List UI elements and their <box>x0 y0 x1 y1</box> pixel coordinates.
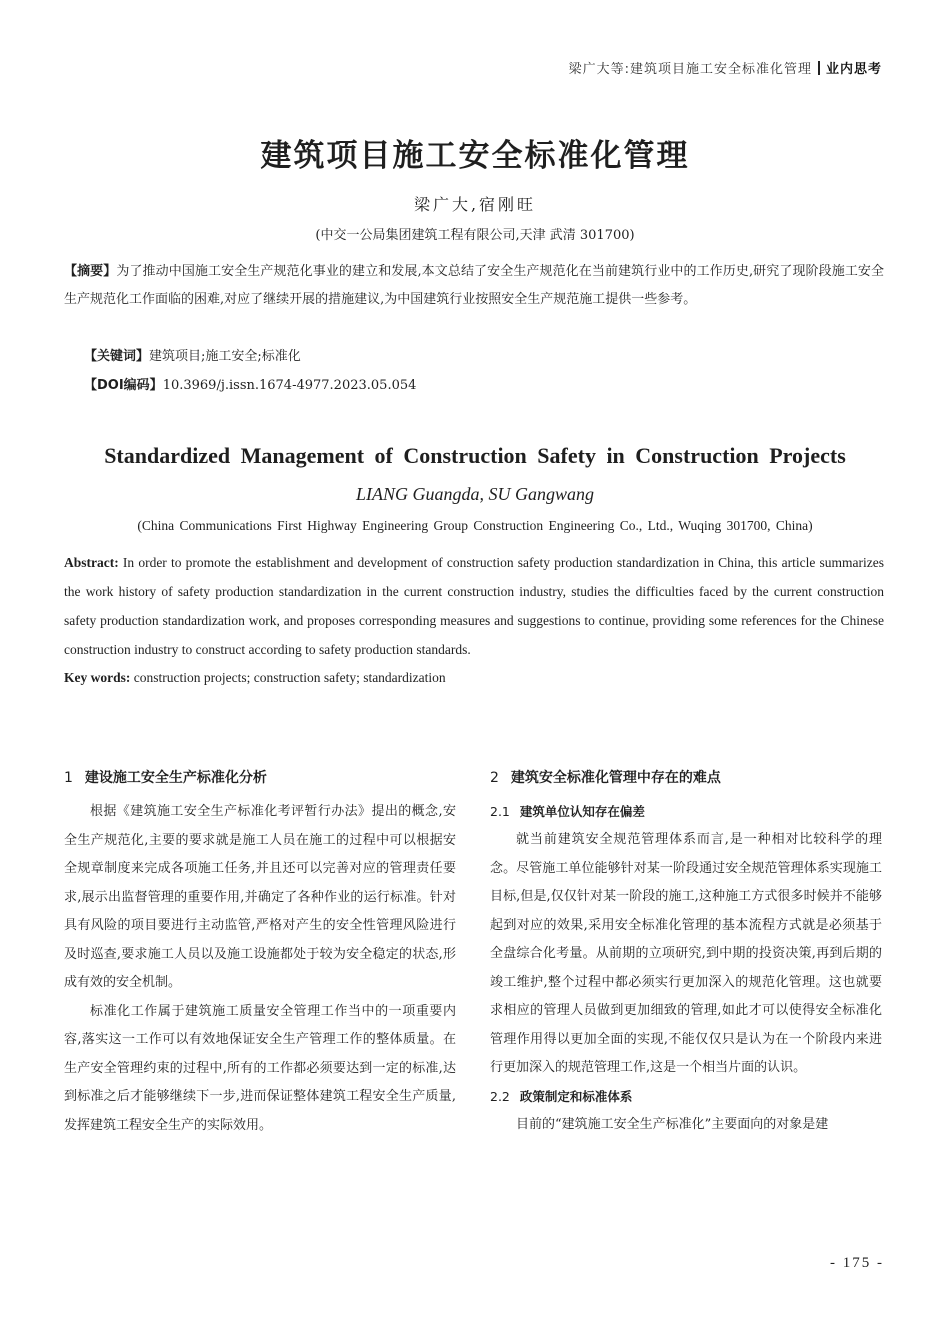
paragraph: 目前的“建筑施工安全生产标准化”主要面向的对象是建 <box>516 1116 829 1132</box>
affiliation-cn: (中交一公局集团建筑工程有限公司,天津 武清 301700) <box>315 228 635 243</box>
section-number: 1 <box>64 770 73 786</box>
doi-value: 10.3969/j.issn.1674-4977.2023.05.054 <box>162 378 417 393</box>
subsection-heading-2-1 <box>490 798 882 826</box>
page-title-en: Standardized Management of Construction Safety in Construction Projects <box>104 443 846 468</box>
running-header <box>569 58 882 77</box>
subsection-heading-2-2 <box>490 1083 882 1111</box>
paragraph: 根据《建筑施工安全生产标准化考评暂行办法》提出的概念,安全生产规范化,主要的要求就是施工人员在施工的过程中可以根据安全规章制度来完成各项施工任务,并且还可以完善对应的管理责任要求,展示出监督管理的重要作用,并确定了各种作业的运行标准。针对具有风险的项目要进行主动监管,严格对产生的安全性管理风险进行及时巡查,要求施工人员以及施工设施都处于较为安全稳定的状态,形成有效的安全机制。 <box>64 804 456 990</box>
section-heading-1 <box>64 764 456 792</box>
body-column-right <box>490 764 882 1139</box>
keywords-cn <box>84 343 904 371</box>
section-heading-2 <box>490 764 882 792</box>
subsection-title: 建筑单位认知存在偏差 <box>519 804 645 819</box>
keywords-label-cn: 【关键词】 <box>84 349 150 364</box>
abstract-en <box>64 548 884 664</box>
paragraph: 就当前建筑安全规范管理体系而言,是一种相对比较科学的理念。尽管施工单位能够针对某一阶段通过安全规范管理体系实现施工目标,但是,仅仅针对某一阶段的施工,这种施工方式很多时候并不能够起到对应的效果,采用安全标准化管理的基本流程方式就是必须基于全盘综合化考量。从前期的立项研究,到中期的投资决策,再到后期的竣工维护,整个过程中都必须实行更加深入的规范化管理。这也就要求相应的管理人员做到更加细致的管理,如此才可以使得安全标准化管理作用得以更加全面的实现,不能仅仅只是认为在一个阶段内来进行更加深入的规范管理工作,这是一个相当片面的认识。 <box>490 832 882 1075</box>
section-title: 建设施工安全生产标准化分析 <box>84 770 267 786</box>
authors-en: LIANG Guangda, SU Gangwang <box>355 484 594 504</box>
abstract-text-en: In order to promote the establishment and development of construction safety production standardization in China, this article summarizes the work history of safety production standardization in the current construction industry, studies the difficulties faced by the current construction safety production standardization work, and proposes corresponding measures and suggestions to continue, providing some references for the Chinese construction industry to construct according to safety production standards. <box>64 555 884 657</box>
page-title-cn: 建筑项目施工安全标准化管理 <box>260 138 690 174</box>
abstract-cn <box>64 258 884 314</box>
running-header-divider <box>818 61 820 75</box>
subsection-title: 政策制定和标准体系 <box>519 1088 633 1104</box>
section-title: 建筑安全标准化管理中存在的难点 <box>510 770 721 786</box>
paragraph: 标准化工作属于建筑施工质量安全管理工作当中的一项重要内容,落实这一工作可以有效地保证安全生产管理工作的整体质量。在生产安全管理约束的过程中,所有的工作都必须要达到一定的标准,达到标准之后才能够继续下一步,进而保证整体建筑工程安全生产质量,发挥建筑工程安全生产的实际效用。 <box>64 1003 456 1133</box>
body-column-left <box>64 764 456 1140</box>
doi <box>84 372 904 400</box>
authors-cn: 梁广大,宿刚旺 <box>413 195 537 214</box>
keywords-label-en: Key words: <box>64 670 131 685</box>
section-number: 2 <box>490 770 499 786</box>
doi-label: 【DOI编码】 <box>84 378 163 393</box>
running-header-text: 梁广大等:建筑项目施工安全标准化管理 <box>568 62 812 77</box>
abstract-label-en: Abstract: <box>64 555 119 570</box>
page-number: - 175 - <box>830 1255 884 1271</box>
keywords-text-en: construction projects; construction safety; standardization <box>133 670 446 685</box>
subsection-number: 2.2 <box>490 1088 510 1104</box>
running-header-section: 业内思考 <box>825 62 882 77</box>
abstract-label-cn: 【摘要】 <box>64 264 117 279</box>
keywords-text-cn: 建筑项目;施工安全;标准化 <box>149 349 301 364</box>
affiliation-en: (China Communications First Highway Engineering Group Construction Engineering Co., Ltd., Wuqing 301700, China) <box>137 518 813 533</box>
keywords-en <box>64 663 884 692</box>
subsection-number: 2.1 <box>490 804 510 819</box>
abstract-text-cn: 为了推动中国施工安全生产规范化事业的建立和发展,本文总结了安全生产规范化在当前建筑行业中的工作历史,研究了现阶段施工安全生产规范化工作面临的困难,对应了继续开展的措施建议,为中国建筑行业按照安全生产规范施工提供一些参考。 <box>64 264 884 307</box>
